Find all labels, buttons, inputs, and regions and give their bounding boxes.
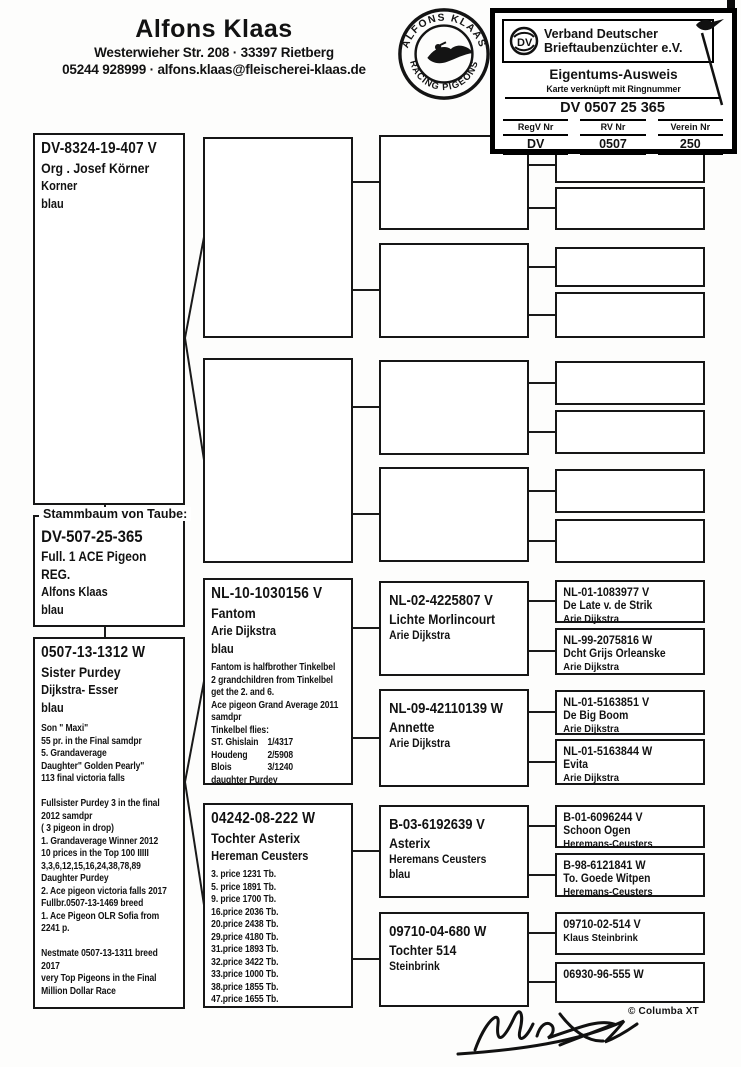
breeder-line: Arie Dijkstra	[563, 772, 619, 784]
pigeon-name: Schoon Ogen	[563, 824, 631, 837]
breeder-contact: 05244 928999 · alfons.klaas@fleischerei-klaas.de	[62, 62, 366, 77]
card-col-value: 0507	[580, 136, 645, 155]
prize-line: 33.price 1000 Tb.	[211, 969, 279, 980]
gen2-sire-sire-box-empty	[203, 137, 353, 338]
gen4-box-empty	[555, 292, 705, 338]
ring-number: NL-99-2075816 W	[563, 633, 653, 647]
prize-line: 5. price 1891 Tb.	[211, 881, 277, 893]
pigeon-name: Lichte Morlincourt	[389, 612, 496, 627]
federation-name-line2: Brieftaubenzüchter e.V.	[544, 41, 683, 55]
card-registry-table	[503, 119, 723, 155]
race-name: Blois	[211, 762, 232, 773]
card-col-label: Verein Nr	[658, 119, 723, 136]
ring-number: NL-10-1030156 V	[211, 585, 323, 602]
note-line: 2017	[41, 960, 60, 972]
subject-pigeon-box	[33, 507, 188, 627]
breeder-line: Arie Dijkstra	[389, 738, 451, 750]
note-line: 2 grandchildren from Tinkelbel	[211, 674, 333, 686]
gen4-box	[555, 628, 705, 675]
race-result: 1/4317	[267, 737, 294, 748]
subject-title: Full. 1 ACE Pigeon REG.	[41, 549, 147, 582]
note-line: 2012 samdpr	[41, 810, 93, 822]
software-copyright: © Columba XT	[628, 1006, 699, 1017]
ring-number: B-98-6121841 W	[563, 858, 646, 872]
performance-notes	[211, 662, 346, 787]
color-line: blau	[41, 701, 64, 715]
note-line: Million Dollar Race	[41, 985, 116, 997]
ring-number: 09710-04-680 W	[389, 924, 487, 940]
gen4-box-empty	[555, 361, 705, 405]
card-col-label: RegV Nr	[503, 119, 568, 136]
svg-text:RACING PIGEONS	[408, 59, 480, 92]
breeder-line: Arie Dijkstra	[563, 723, 619, 735]
gen2-sire-dam-box-empty	[203, 358, 353, 563]
gen4-box	[555, 912, 705, 955]
note-line	[41, 936, 178, 949]
prize-line: 9. price 1700 Tb.	[211, 894, 277, 905]
note-line: Nestmate 0507-13-1311 breed	[41, 948, 158, 959]
note-line: 3,3,6,12,15,16,24,38,78,89	[41, 860, 141, 872]
note-line: Fullbr.0507-13-1469 breed	[41, 898, 144, 909]
note-line: 1. Ace Pigeon OLR Sofia from	[41, 910, 160, 922]
ring-number: DV-8324-19-407 V	[41, 140, 157, 157]
breeder-line: Dijkstra- Esser	[41, 683, 119, 697]
race-name: Houdeng	[211, 749, 248, 761]
card-col-rv	[580, 119, 645, 155]
note-line: 2241 p.	[41, 923, 70, 934]
gen4-box-empty	[555, 247, 705, 287]
pigeon-name: Asterix	[389, 836, 431, 851]
color-line: blau	[41, 603, 64, 617]
prize-line: 31.price 1893 Tb.	[211, 944, 279, 955]
ring-number: NL-01-1083977 V	[563, 585, 650, 599]
prize-line: 20.price 2438 Tb.	[211, 919, 279, 930]
gen1-sire-box	[33, 133, 185, 505]
gen4-box	[555, 739, 705, 785]
note-line: ( 3 pigeon in drop)	[41, 823, 114, 834]
note-line: very Top Pigeons in the Final	[41, 973, 157, 984]
card-col-value: DV	[503, 136, 568, 155]
race-result: 3/1240	[267, 762, 294, 773]
prize-line: 16.price 2036 Tb.	[211, 906, 279, 918]
card-title: Eigentums-Ausweis	[549, 67, 678, 82]
ring-number: B-01-6096244 V	[563, 810, 643, 824]
pigeon-name: Klaus Steinbrink	[563, 931, 638, 944]
document-header	[0, 14, 428, 78]
ring-number: 09710-02-514 V	[563, 917, 641, 931]
gen4-box-empty	[555, 469, 705, 513]
breeder-line: Hereman Ceusters	[211, 849, 309, 863]
note-line: 5. Grandaverage	[41, 748, 107, 759]
note-line: 2. Ace pigeon victoria falls 2017	[41, 885, 167, 897]
federation-name-line1: Verband Deutscher	[544, 26, 658, 41]
gen4-box-empty	[555, 519, 705, 563]
breeder-line: Heremans Ceusters	[389, 854, 487, 866]
breeder-line: Arie Dijkstra	[389, 630, 451, 642]
ring-number: DV-507-25-365	[41, 527, 143, 546]
breeder-line: Korner	[41, 179, 78, 193]
card-col-regv	[503, 119, 568, 155]
note-line: get the 2. and 6.	[211, 687, 275, 698]
ring-number: 0507-13-1312 W	[41, 644, 146, 661]
race-result: 2/5908	[267, 749, 294, 761]
gen4-box-empty	[555, 410, 705, 454]
ring-number: 06930-96-555 W	[563, 967, 644, 981]
prize-line: 38.price 1855 Tb.	[211, 981, 279, 993]
gen3-dam-dam-dam-box	[379, 912, 529, 1007]
ring-number: NL-02-4225807 V	[389, 593, 493, 609]
note-line: Fullsister Purdey 3 in the final	[41, 798, 160, 809]
stamp-arc-bottom-text: RACING PIGEONS	[408, 59, 480, 93]
pigeon-name: Sister Purdey	[41, 664, 121, 680]
ring-number: NL-09-42110139 W	[389, 701, 503, 717]
pigeon-name: To. Goede Witpen	[563, 872, 651, 885]
prize-line: 32.price 3422 Tb.	[211, 956, 279, 968]
pigeon-name: Dcht Grijs Orleanske	[563, 647, 666, 660]
prize-line: 3. price 1231 Tb.	[211, 869, 277, 880]
gen4-box-empty	[555, 187, 705, 230]
federation-logo-icon	[508, 25, 540, 57]
pigeon-name: Tochter Asterix	[211, 830, 301, 846]
card-col-value: 250	[658, 136, 723, 155]
gen4-box	[555, 580, 705, 623]
gen4-box	[555, 690, 705, 735]
prize-line: 47.price 1655 Tb.	[211, 994, 279, 1005]
performance-notes	[41, 723, 178, 998]
stamp-arc-top-text: ALFONS KLAAS	[400, 12, 488, 50]
note-line: 55 pr. in the Final samdpr	[41, 735, 142, 747]
note-line: samdpr	[211, 712, 242, 723]
color-line: blau	[41, 197, 64, 211]
pigeon-name: Org . Josef Körner	[41, 160, 150, 176]
owner-line: Alfons Klaas	[41, 585, 108, 599]
note-line: Tinkelbel flies:	[211, 724, 269, 736]
gen3-dam-sire-sire-box	[379, 581, 529, 676]
note-line	[41, 786, 178, 799]
breeder-line: Heremans-Ceusters	[563, 838, 653, 850]
card-ring-number: DV 0507 25 365	[505, 97, 720, 116]
pigeon-name: Fantom	[211, 605, 256, 621]
gen3-box-empty	[379, 360, 529, 455]
breeder-line: Steinbrink	[389, 961, 440, 973]
breeder-line: Heremans-Ceusters	[563, 886, 653, 898]
prize-list	[211, 869, 346, 1007]
gen1-dam-box	[33, 637, 185, 1009]
race-result-row	[211, 762, 346, 775]
gen3-box-empty	[379, 467, 529, 562]
note-line: Son " Maxi"	[41, 723, 89, 734]
loft-stamp	[395, 5, 493, 103]
pedigree-legend: Stammbaum von Taube:	[39, 507, 191, 521]
pigeon-name: De Big Boom	[563, 709, 629, 722]
federation-logo-text: DV	[517, 37, 533, 49]
breeder-line: Arie Dijkstra	[563, 613, 619, 625]
note-line: Daughter" Golden Pearly"	[41, 760, 145, 772]
note-line: daughter Purdey	[211, 774, 278, 786]
ring-number: B-03-6192639 V	[389, 817, 485, 833]
pigeon-name: Evita	[563, 758, 589, 771]
note-line: 1. Grandaverage Winner 2012	[41, 835, 159, 847]
breeder-line: Arie Dijkstra	[563, 661, 619, 673]
race-name: ST. Ghislain	[211, 737, 259, 748]
gen2-dam-dam-box	[203, 803, 353, 1008]
pigeon-name: Annette	[389, 720, 435, 735]
ring-number: NL-01-5163851 V	[563, 695, 650, 709]
card-subtitle: Karte verknüpft mit Ringnummer	[546, 84, 681, 94]
pigeon-name: Tochter 514	[389, 943, 457, 958]
color-line: blau	[389, 869, 411, 881]
breeder-address: Westerwieher Str. 208 · 33397 Rietberg	[94, 45, 334, 60]
gen3-dam-sire-dam-box	[379, 689, 529, 787]
gen3-dam-dam-sire-box	[379, 805, 529, 898]
ring-number: 04242-08-222 W	[211, 810, 316, 827]
gen2-dam-sire-box	[203, 578, 353, 785]
gen4-box	[555, 853, 705, 897]
note-line: Daughter Purdey	[41, 873, 109, 884]
card-col-verein	[658, 119, 723, 155]
breeder-name: Alfons Klaas	[135, 15, 293, 43]
gen4-box	[555, 805, 705, 848]
breeder-line: Arie Dijkstra	[211, 624, 276, 638]
race-result-row	[211, 750, 346, 763]
pigeon-name: De Late v. de Strik	[563, 599, 653, 612]
card-col-label: RV Nr	[580, 119, 645, 136]
race-result-row	[211, 737, 346, 750]
note-line: 113 final victoria falls	[41, 773, 125, 784]
prize-line: 29.price 4180 Tb.	[211, 931, 279, 943]
note-line: Fantom is halfbrother Tinkelbel	[211, 662, 336, 673]
note-line: 10 prices in the Top 100 IIIII	[41, 848, 149, 859]
ownership-card	[490, 8, 737, 154]
gen4-box	[555, 962, 705, 1003]
gen3-box-empty	[379, 243, 529, 338]
pigeon-icon	[427, 42, 473, 63]
color-line: blau	[211, 642, 234, 656]
ring-number: NL-01-5163844 W	[563, 744, 653, 758]
note-line: Ace pigeon Grand Average 2011	[211, 699, 339, 711]
